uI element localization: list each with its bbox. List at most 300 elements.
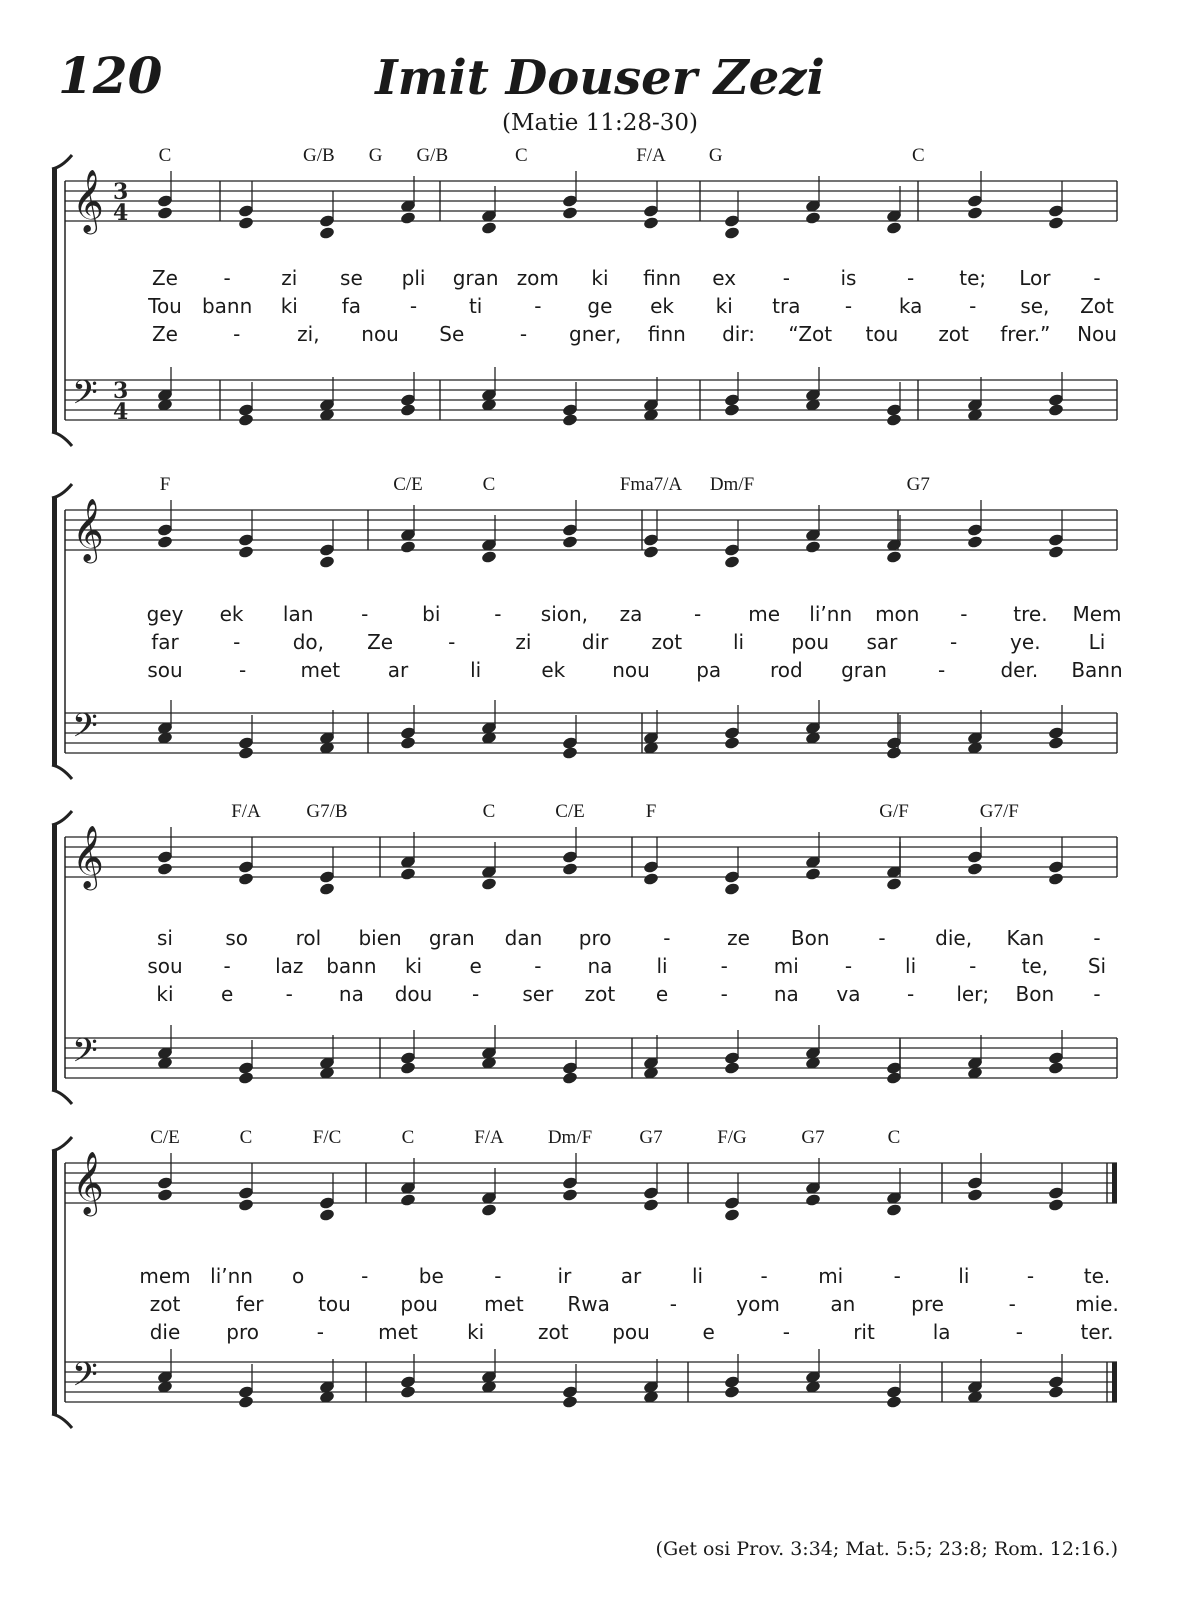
notehead <box>238 1395 255 1409</box>
music-system <box>52 474 1123 779</box>
hymn-number: 120 <box>58 46 163 105</box>
chord-symbol: F <box>159 474 171 495</box>
notehead <box>400 211 417 225</box>
lyric-syllable: ir <box>557 1264 572 1288</box>
notehead <box>481 550 498 564</box>
lyric-syllable: ge <box>587 294 613 318</box>
cross-references: (Get osi Prov. 3:34; Mat. 5:5; 23:8; Rom. 12:16.) <box>655 1538 1118 1560</box>
lyric-syllable: bi <box>422 602 441 626</box>
chord-symbol: C <box>482 474 496 495</box>
system-bracket <box>52 498 57 765</box>
notehead <box>724 403 741 417</box>
lyric-syllable: ki <box>591 266 609 290</box>
notehead <box>886 1395 903 1409</box>
lyric-syllable: bann <box>326 954 377 978</box>
final-barline-thick <box>1112 1362 1117 1402</box>
lyric-syllable: zot <box>149 1292 181 1316</box>
treble-clef: 𝄞 <box>72 1151 104 1214</box>
system-bracket <box>52 1151 57 1414</box>
lyric-syllable: - <box>969 294 977 318</box>
lyric-syllable: Se <box>439 322 465 346</box>
lyric-syllable: la <box>932 1320 951 1344</box>
lyric-syllable: “Zot <box>788 322 833 346</box>
lyric-syllable: met <box>300 658 341 682</box>
chord-symbol: C <box>401 1127 415 1148</box>
lyric-syllable: ye. <box>1010 630 1041 654</box>
lyric-syllable: - <box>893 1264 901 1288</box>
bass-clef: 𝄢 <box>72 1032 98 1078</box>
lyric-syllable: - <box>223 266 231 290</box>
lyric-syllable: se <box>340 266 363 290</box>
notehead <box>886 413 903 427</box>
notehead <box>805 211 822 225</box>
lyric-syllable: gner, <box>569 322 622 346</box>
treble-clef: 𝄞 <box>72 825 104 888</box>
lyric-syllable: Ze <box>151 266 179 290</box>
chord-symbol: G7 <box>906 474 930 495</box>
notehead <box>157 862 174 876</box>
lyric-syllable: tou <box>318 1292 351 1316</box>
notehead <box>481 221 498 235</box>
notehead <box>319 555 336 569</box>
lyric-syllable: Tou <box>148 294 182 318</box>
lyric-syllable: - <box>878 926 886 950</box>
lyric-syllable: far <box>151 630 179 654</box>
notehead <box>238 872 255 886</box>
notehead <box>319 882 336 896</box>
chord-symbol: C/E <box>150 1127 180 1148</box>
notehead <box>400 736 417 750</box>
lyric-syllable: be <box>418 1264 444 1288</box>
notehead <box>562 746 579 760</box>
lyric-syllable: ki <box>715 294 733 318</box>
chord-symbol: G7 <box>801 1127 825 1148</box>
lyric-syllable: frer.” <box>1000 322 1051 346</box>
notehead <box>238 413 255 427</box>
lyric-syllable: met <box>484 1292 524 1316</box>
time-signature-bottom: 4 <box>113 399 129 425</box>
notehead <box>967 206 984 220</box>
lyric-syllable: ki <box>404 954 423 978</box>
lyric-syllable: ek <box>219 602 244 626</box>
notehead <box>400 540 417 554</box>
chord-symbol: Dm/F <box>709 474 755 495</box>
time-signature-top: 3 <box>113 378 129 404</box>
lyric-syllable: rol <box>295 926 322 950</box>
lyric-syllable: zot <box>938 322 969 346</box>
notehead <box>967 1188 984 1202</box>
lyric-syllable: - <box>494 602 502 626</box>
lyric-syllable: - <box>960 602 968 626</box>
lyric-syllable: na <box>773 982 799 1006</box>
notehead <box>724 882 741 896</box>
lyric-syllable: tou <box>865 322 899 346</box>
chord-symbol: G/B <box>416 145 449 166</box>
lyric-syllable: sou <box>147 954 183 978</box>
lyric-syllable: Kan <box>1006 926 1045 950</box>
lyric-syllable: - <box>906 266 915 290</box>
lyric-syllable: - <box>534 294 542 318</box>
notehead <box>724 1061 741 1075</box>
notehead <box>643 545 660 559</box>
notehead <box>238 1071 255 1085</box>
notehead <box>157 206 174 220</box>
notehead <box>1048 1061 1065 1075</box>
scripture-reference: (Matie 11:28-30) <box>501 110 699 136</box>
system-bracket <box>52 825 57 1090</box>
lyric-syllable: me <box>748 602 781 626</box>
chord-symbol: G7 <box>639 1127 663 1148</box>
notehead <box>1048 545 1065 559</box>
lyric-syllable: - <box>361 602 369 626</box>
lyric-syllable: Li <box>1088 630 1106 654</box>
lyric-syllable: zi <box>281 266 298 290</box>
lyric-syllable: e <box>220 982 234 1006</box>
lyric-syllable: e <box>469 954 482 978</box>
notehead <box>562 535 579 549</box>
lyric-syllable: - <box>669 1292 677 1316</box>
lyric-syllable: - <box>361 1264 369 1288</box>
lyric-syllable: - <box>534 954 542 978</box>
lyric-syllable: fa <box>341 294 362 318</box>
notehead <box>643 1198 660 1212</box>
lyric-syllable: - <box>720 982 728 1006</box>
notehead <box>967 862 984 876</box>
lyric-syllable: - <box>938 658 946 682</box>
chord-symbol: G <box>368 145 383 166</box>
lyric-syllable: dir: <box>722 322 755 346</box>
lyric-syllable: - <box>316 1320 324 1344</box>
notehead <box>562 413 579 427</box>
notehead <box>1048 736 1065 750</box>
lyric-syllable: - <box>950 630 958 654</box>
lyric-syllable: rit <box>853 1320 875 1344</box>
lyric-syllable: ek <box>541 658 566 682</box>
lyric-syllable: do, <box>292 630 325 654</box>
chord-symbol: C <box>239 1127 253 1148</box>
bracket-hook <box>52 1090 72 1104</box>
bracket-hook <box>52 765 72 779</box>
lyric-syllable: pre <box>911 1292 944 1316</box>
lyric-syllable: si <box>157 926 173 950</box>
notehead <box>1048 403 1065 417</box>
lyric-syllable: zot <box>538 1320 569 1344</box>
lyric-syllable: ki <box>280 294 298 318</box>
notehead <box>886 221 903 235</box>
lyric-syllable: - <box>239 658 247 682</box>
lyric-syllable: die, <box>935 926 973 950</box>
lyric-syllable: Bon <box>790 926 830 950</box>
lyric-syllable: Bann <box>1071 658 1123 682</box>
notehead <box>562 1071 579 1085</box>
lyric-syllable: Lor <box>1019 266 1051 290</box>
bass-clef: 𝄢 <box>72 1356 98 1402</box>
notehead <box>319 226 336 240</box>
lyric-syllable: finn <box>643 266 682 290</box>
lyric-syllable: laz <box>275 954 304 978</box>
lyric-syllable: finn <box>647 322 686 346</box>
lyric-syllable: - <box>782 1320 790 1344</box>
lyric-syllable: ar <box>620 1264 642 1288</box>
lyric-syllable: li <box>958 1264 970 1288</box>
lyric-syllable: li <box>732 630 745 654</box>
lyric-syllable: sion, <box>540 602 589 626</box>
lyric-syllable: dir <box>581 630 609 654</box>
lyric-syllable: - <box>1015 1320 1023 1344</box>
lyric-syllable: - <box>285 982 293 1006</box>
notehead <box>886 746 903 760</box>
lyric-syllable: ki <box>156 982 174 1006</box>
notehead <box>724 226 741 240</box>
bracket-hook <box>52 1137 72 1151</box>
lyric-syllable: Nou <box>1077 322 1117 346</box>
lyric-syllable: - <box>223 954 231 978</box>
notehead <box>562 1395 579 1409</box>
chord-symbol: F/A <box>636 145 666 166</box>
lyric-syllable: li <box>656 954 668 978</box>
bass-clef: 𝄢 <box>72 374 98 420</box>
lyric-syllable: - <box>1093 982 1101 1006</box>
notehead <box>238 1198 255 1212</box>
lyric-syllable: - <box>1008 1292 1016 1316</box>
lyric-syllable: - <box>844 294 853 318</box>
notehead <box>319 1208 336 1222</box>
lyric-syllable: - <box>1093 926 1101 950</box>
chord-symbol: C <box>515 145 528 166</box>
lyric-syllable: pou <box>400 1292 438 1316</box>
system-bracket <box>52 169 57 432</box>
chord-symbol: G7/B <box>306 801 348 822</box>
chord-symbol: F/A <box>231 801 261 822</box>
lyric-syllable: - <box>233 630 241 654</box>
notehead <box>481 877 498 891</box>
lyric-syllable: li’nn <box>809 602 853 626</box>
lyric-syllable: ler; <box>956 982 990 1006</box>
lyric-syllable: dan <box>504 926 543 950</box>
lyric-syllable: mie. <box>1075 1292 1119 1316</box>
lyric-syllable: - <box>844 954 853 978</box>
chord-symbol: C <box>887 1127 901 1148</box>
notehead <box>238 216 255 230</box>
bracket-hook <box>52 432 72 446</box>
bracket-hook <box>52 155 72 169</box>
notehead <box>643 216 660 230</box>
notehead <box>724 1208 741 1222</box>
notehead <box>157 1188 174 1202</box>
treble-clef: 𝄞 <box>72 498 104 561</box>
lyric-syllable: zi <box>515 630 532 654</box>
notehead <box>805 867 822 881</box>
notehead <box>238 545 255 559</box>
chord-symbol: Fma7/A <box>619 474 683 495</box>
lyric-syllable: li <box>692 1264 704 1288</box>
notehead <box>805 1193 822 1207</box>
lyric-syllable: Ze <box>151 322 179 346</box>
lyric-syllable: - <box>1093 266 1101 290</box>
lyric-syllable: - <box>969 954 977 978</box>
lyric-syllable: zot <box>651 630 683 654</box>
lyric-syllable: der. <box>1000 658 1039 682</box>
notehead <box>157 535 174 549</box>
lyric-syllable: bann <box>201 294 253 318</box>
chord-symbol: F/C <box>312 1127 342 1148</box>
lyric-syllable: mi <box>773 954 799 978</box>
time-signature-bottom: 4 <box>113 200 129 226</box>
lyric-syllable: - <box>663 926 671 950</box>
notehead <box>643 872 660 886</box>
lyric-syllable: mi <box>818 1264 844 1288</box>
chord-symbol: F <box>645 801 657 822</box>
notehead <box>400 867 417 881</box>
lyric-syllable: bien <box>358 926 402 950</box>
notehead <box>886 877 903 891</box>
lyric-syllable: li <box>470 658 482 682</box>
chord-symbol: Dm/F <box>547 1127 593 1148</box>
bracket-hook <box>52 1414 72 1428</box>
lyric-syllable: so <box>225 926 249 950</box>
lyric-syllable: te, <box>1021 954 1049 978</box>
lyric-syllable: - <box>409 294 418 318</box>
notehead <box>886 550 903 564</box>
lyric-syllable: li <box>905 954 917 978</box>
notehead <box>481 1203 498 1217</box>
lyric-syllable: nou <box>361 322 399 346</box>
lyric-syllable: gran <box>452 266 499 290</box>
lyric-syllable: tra <box>772 294 801 318</box>
lyric-syllable: - <box>448 630 456 654</box>
lyric-syllable: rod <box>769 658 803 682</box>
lyric-syllable: - <box>494 1264 502 1288</box>
chord-symbol: C <box>482 801 496 822</box>
lyric-syllable: Ze <box>367 630 394 654</box>
lyric-syllable: pou <box>791 630 830 654</box>
lyric-syllable: zi, <box>297 322 320 346</box>
lyric-syllable: va <box>836 982 861 1006</box>
bass-clef: 𝄢 <box>72 707 98 753</box>
lyric-syllable: die <box>149 1320 181 1344</box>
chord-symbol: G7/F <box>979 801 1019 822</box>
time-signature-top: 3 <box>113 179 129 205</box>
chord-symbol: C/E <box>555 801 585 822</box>
chord-symbol: F/G <box>717 1127 747 1148</box>
chord-symbol: C <box>911 145 925 166</box>
lyric-syllable: - <box>782 266 790 290</box>
lyric-syllable: ex <box>712 266 737 290</box>
lyric-syllable: nou <box>612 658 650 682</box>
lyric-syllable: pa <box>696 658 722 682</box>
lyric-syllable: ter. <box>1080 1320 1114 1344</box>
chord-symbol: G/F <box>879 801 909 822</box>
notehead <box>724 1385 741 1399</box>
notehead <box>400 1193 417 1207</box>
notehead <box>805 540 822 554</box>
chord-symbol: G <box>708 145 723 166</box>
notehead <box>400 1061 417 1075</box>
lyric-syllable: - <box>720 954 728 978</box>
lyric-syllable: zot <box>584 982 616 1006</box>
lyric-syllable: ze <box>727 926 750 950</box>
lyric-syllable: - <box>519 322 528 346</box>
lyric-syllable: - <box>906 982 915 1006</box>
bracket-hook <box>52 484 72 498</box>
lyric-syllable: lan <box>282 602 314 626</box>
treble-clef: 𝄞 <box>72 169 104 232</box>
chord-symbol: C/E <box>393 474 423 495</box>
notehead <box>562 1188 579 1202</box>
final-barline-thick <box>1112 1163 1117 1203</box>
notehead <box>1048 1385 1065 1399</box>
lyric-syllable: na <box>587 954 613 978</box>
notehead <box>400 403 417 417</box>
lyric-syllable: sou <box>147 658 183 682</box>
notehead <box>967 535 984 549</box>
notehead <box>1048 872 1065 886</box>
lyric-syllable: se, <box>1020 294 1050 318</box>
lyric-syllable: - <box>472 982 480 1006</box>
lyric-syllable: o <box>292 1264 305 1288</box>
lyric-syllable: za <box>619 602 643 626</box>
lyric-syllable: sar <box>866 630 898 654</box>
lyric-syllable: li’nn <box>210 1264 253 1288</box>
notehead <box>886 1203 903 1217</box>
lyric-syllable: mon <box>875 602 920 626</box>
music-system <box>52 145 1117 446</box>
notehead <box>238 746 255 760</box>
lyric-syllable: fer <box>235 1292 264 1316</box>
lyric-syllable: - <box>233 322 241 346</box>
lyric-syllable: na <box>338 982 364 1006</box>
lyric-syllable: Bon <box>1015 982 1055 1006</box>
lyric-syllable: mem <box>139 1264 191 1288</box>
lyric-syllable: pli <box>401 266 426 290</box>
chord-symbol: G/B <box>303 145 335 166</box>
lyric-syllable: te; <box>959 266 987 290</box>
lyric-syllable: - <box>760 1264 768 1288</box>
lyric-syllable: pou <box>612 1320 650 1344</box>
lyric-syllable: ar <box>387 658 409 682</box>
lyric-syllable: is <box>840 266 857 290</box>
music-system <box>52 801 1117 1104</box>
lyric-syllable: e <box>655 982 669 1006</box>
chord-symbol: C <box>158 145 172 166</box>
lyric-syllable: e <box>702 1320 715 1344</box>
hymn-title: Imit Douser Zezi <box>375 50 825 106</box>
lyric-syllable: gran <box>428 926 475 950</box>
chord-symbol: F/A <box>474 1127 504 1148</box>
lyric-syllable: gran <box>841 658 887 682</box>
lyric-syllable: pro <box>226 1320 260 1344</box>
lyric-syllable: ti <box>468 294 483 318</box>
lyric-syllable: tre. <box>1013 602 1048 626</box>
bracket-hook <box>52 811 72 825</box>
lyric-syllable: an <box>830 1292 856 1316</box>
music-system <box>52 1127 1119 1428</box>
lyric-syllable: - <box>1026 1264 1035 1288</box>
notehead <box>724 555 741 569</box>
lyric-syllable: gey <box>146 602 184 626</box>
lyric-syllable: pro <box>578 926 612 950</box>
lyric-syllable: Rwa <box>567 1292 610 1316</box>
notehead <box>562 206 579 220</box>
lyric-syllable: ser <box>522 982 554 1006</box>
lyric-syllable: ki <box>467 1320 485 1344</box>
lyric-syllable: Si <box>1087 954 1107 978</box>
lyric-syllable: yom <box>736 1292 780 1316</box>
lyric-syllable: - <box>693 602 702 626</box>
lyric-syllable: ka <box>898 294 923 318</box>
lyric-syllable: te. <box>1083 1264 1111 1288</box>
lyric-syllable: ek <box>650 294 675 318</box>
